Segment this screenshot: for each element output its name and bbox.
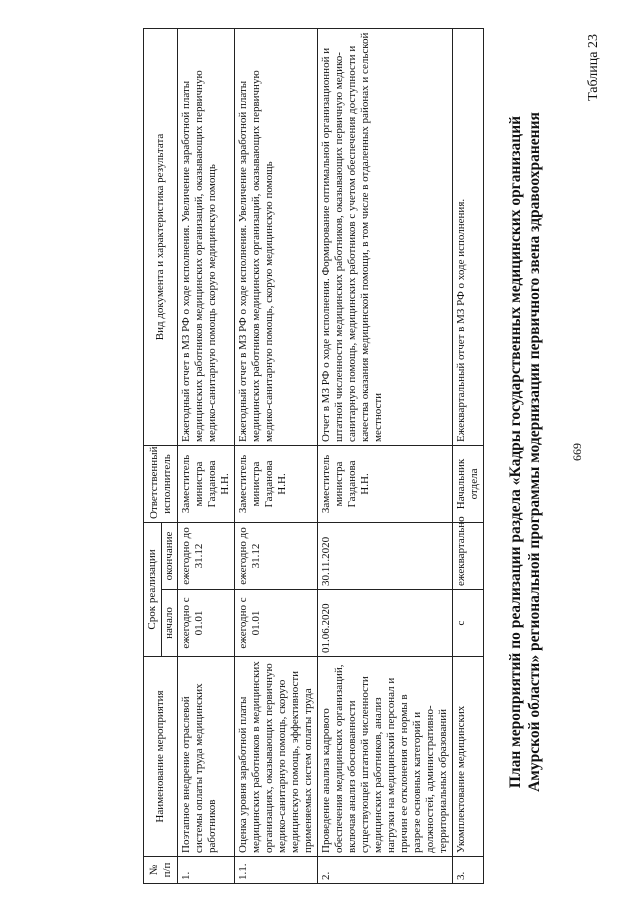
row-result: Ежегодный отчет в МЗ РФ о ходе исполнения. Увеличение заработной платы медицинских работников медицинских организаций, оказывающих первичную медико-санитарную помощь скорую медицинскую помощь xyxy=(178,28,235,445)
title-line-2: Амурской области» региональной программы модернизации первичного звена здравоохранения xyxy=(526,112,543,792)
row-result: Ежегодный отчет в МЗ РФ о ходе исполнения. Увеличение заработной платы медицинских работников медицинских организаций, оказывающих первичную медико-санитарную помощь, скорую медицинскую помощь xyxy=(235,28,318,445)
document-title xyxy=(506,22,544,882)
header-num: № п/п xyxy=(144,857,178,884)
row-responsible: Заместитель министра Газданова Н.Н. xyxy=(318,445,453,522)
row-end: ежегодно до 31.12 xyxy=(235,522,318,589)
row-name: Проведение анализа кадрового обеспечения медицинских организаций, включая анализ обоснованности существующей штатной численности медицинских работников, анализ нагрузки на медицинский персонал и причин ее отклонения от нормы в разрезе основных категорий и должностей, административно-территориальных образований xyxy=(318,657,453,857)
row-responsible: Заместитель министра Газданова Н.Н. xyxy=(235,445,318,522)
table-row xyxy=(178,28,235,883)
row-end: ежеквартально xyxy=(453,522,484,589)
header-start: начало xyxy=(162,590,178,657)
row-end: 30.11.2020 xyxy=(318,522,453,589)
header-name: Наименование мероприятия xyxy=(144,657,178,857)
header-term: Срок реализации xyxy=(144,522,162,656)
header-end: окончание xyxy=(162,522,178,589)
document-sheet xyxy=(6,12,626,892)
table-header-row xyxy=(144,28,162,883)
row-start: ежегодно с 01.01 xyxy=(235,590,318,657)
table-row xyxy=(235,28,318,883)
page-number: 669 xyxy=(570,443,584,461)
row-name: Оценка уровня заработной платы медицинских работников в медицинских организациях, оказывающих первичную медико-санитарную помощь, скорую медицинскую помощь, эффективности применяемых систем оплаты труда xyxy=(235,657,318,857)
row-name: Укомплектование медицинских xyxy=(453,657,484,857)
table-row xyxy=(318,28,453,883)
title-line-1: План мероприятий по реализации раздела «Кадры государственных медицинских организаций xyxy=(507,115,524,789)
row-result: Отчет в МЗ РФ о ходе исполнения. Формирование оптимальной организационной и штатной численности медицинских работников, оказывающих первичную медико-санитарную помощь, медицинских работников с учетом обеспечения доступности и качества оказания медицинской помощи, в том числе в отдаленных районах и сельской местности xyxy=(318,28,453,445)
table-row xyxy=(453,28,484,883)
row-num: 3. xyxy=(453,857,484,884)
row-responsible: Заместитель министра Газданова Н.Н. xyxy=(178,445,235,522)
plan-table xyxy=(143,28,484,884)
table-label: Таблица 23 xyxy=(586,34,601,101)
row-result: Ежеквартальный отчет в МЗ РФ о ходе исполнения. xyxy=(453,28,484,445)
row-num: 2. xyxy=(318,857,453,884)
header-result: Вид документа и характеристика результата xyxy=(144,28,178,445)
row-end: ежегодно до 31.12 xyxy=(178,522,235,589)
row-start: с xyxy=(453,590,484,657)
row-start: ежегодно с 01.01 xyxy=(178,590,235,657)
row-num: 1.1. xyxy=(235,857,318,884)
header-responsible: Ответственный исполнитель xyxy=(144,445,178,522)
row-start: 01.06.2020 xyxy=(318,590,453,657)
row-num: 1. xyxy=(178,857,235,884)
row-responsible: Начальник отдела xyxy=(453,445,484,522)
row-name: Поэтапное внедрение отраслевой системы оплаты труда медицинских работников xyxy=(178,657,235,857)
